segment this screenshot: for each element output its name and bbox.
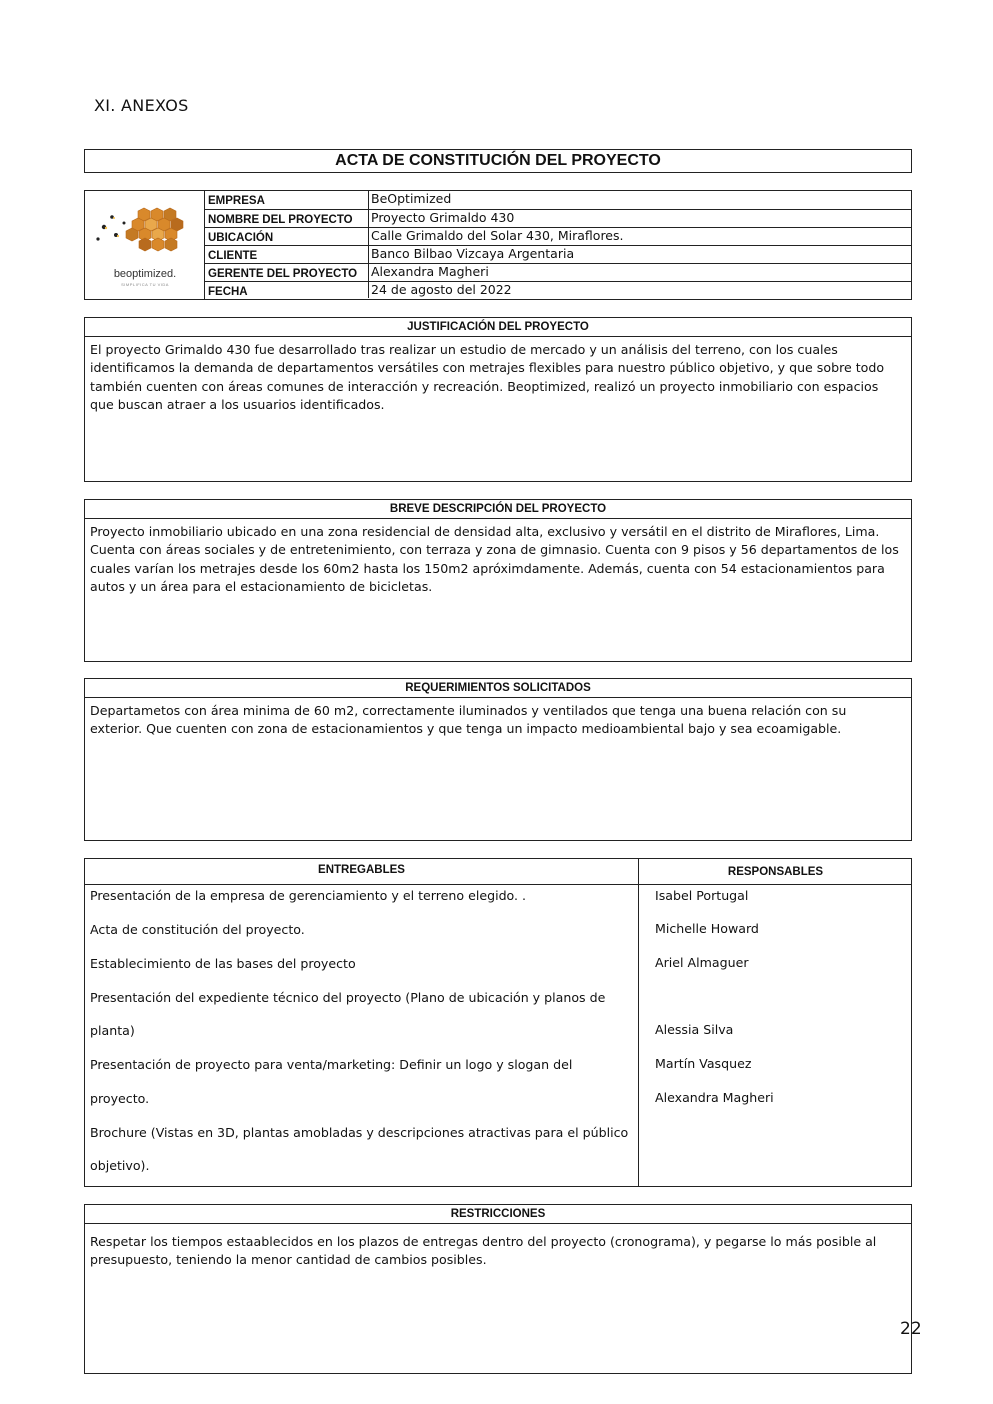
logo-cell (85, 191, 205, 299)
entregable-line: Presentación del expediente técnico del proyecto (Plano de ubicación y planos de (90, 990, 606, 1005)
column-divider (638, 859, 639, 1186)
justificacion-text: El proyecto Grimaldo 430 fue desarrollado tras realizar un estudio de mercado y un análisis del terreno, con los cuales identificamos la demanda de departamentos versátiles con metrajes flexibles para nuestro público objetivo, y que sobre todo también cuenten con áreas comunes de interacción y recreación. Beoptimized, realizó un proyecto inmobiliario con espacios que buscan atraer a los usuarios identificados. (90, 342, 885, 412)
info-label: CLIENTE (205, 246, 369, 263)
responsables-header: RESPONSABLES (727, 866, 824, 878)
entregable-line: objetivo). (90, 1158, 150, 1173)
justificacion-header: JUSTIFICACIÓN DEL PROYECTO (85, 318, 911, 337)
header-divider (85, 884, 911, 885)
info-value: Alexandra Magheri (371, 264, 489, 279)
info-row-empresa (205, 191, 911, 209)
info-row-nombre (205, 209, 911, 227)
info-row-cliente (205, 245, 911, 263)
entregables-header: ENTREGABLES (318, 864, 405, 876)
document-title: ACTA DE CONSTITUCIÓN DEL PROYECTO (84, 149, 912, 173)
honeycomb-logo-icon (86, 205, 204, 275)
info-value: 24 de agosto del 2022 (371, 282, 512, 297)
requerimientos-header: REQUERIMIENTOS SOLICITADOS (85, 679, 911, 698)
logo-tagline: SIMPLIFICA TU VIDA (121, 282, 169, 287)
responsable-name: Michelle Howard (655, 921, 759, 936)
justificacion-box (84, 317, 912, 482)
project-info-table (84, 190, 912, 300)
logo-brand-text: beoptimized. (113, 268, 177, 280)
info-row-ubicacion (205, 227, 911, 245)
requerimientos-text: Departametos con área minima de 60 m2, correctamente iluminados y ventilados que tenga una buena relación con su exterior. Que cuenten con zona de estacionamientos y que tenga un impacto medioambiental bajo y sea ecoamigable. (90, 703, 847, 737)
entregables-table (84, 858, 912, 1187)
requerimientos-box (84, 678, 912, 841)
responsable-name: Ariel Almaguer (655, 955, 749, 970)
info-value: Banco Bilbao Vizcaya Argentaria (371, 246, 575, 261)
entregable-line: Acta de constitución del proyecto. (90, 922, 305, 937)
responsable-name: Martín Vasquez (655, 1056, 752, 1071)
info-row-gerente (205, 263, 911, 281)
info-label: UBICACIÓN (205, 228, 369, 245)
restricciones-header: RESTRICCIONES (85, 1205, 911, 1224)
descripcion-box (84, 499, 912, 662)
entregable-line: Presentación de proyecto para venta/marketing: Definir un logo y slogan del (90, 1057, 573, 1072)
info-value: Calle Grimaldo del Solar 430, Miraflores. (371, 228, 624, 243)
info-row-fecha (205, 281, 911, 298)
responsable-name: Isabel Portugal (655, 888, 749, 903)
entregable-line: Presentación de la empresa de gerenciamiento y el terreno elegido. . (90, 888, 527, 903)
info-label: FECHA (205, 282, 369, 298)
info-label: EMPRESA (205, 191, 369, 209)
restricciones-text: Respetar los tiempos estaablecidos en los plazos de entregas dentro del proyecto (cronograma), y pegarse lo más posible al presupuesto, teniendo la menor cantidad de cambios posibles. (90, 1234, 877, 1268)
descripcion-text: Proyecto inmobiliario ubicado en una zona residencial de densidad alta, exclusivo y versátil en el distrito de Miraflores, Lima. Cuenta con áreas sociales y de entretenimiento, con terraza y zona de gimnasio. Cuenta con 9 pisos y 56 departamentos de los cuales varían los metrajes desde los 60m2 hasta los 150m2 apróximdamente. Además, cuenta con 54 estacionamientos para autos y un área para el estacionamiento de bicicletas. (90, 524, 899, 594)
info-value: Proyecto Grimaldo 430 (371, 210, 515, 225)
responsable-name: Alexandra Magheri (655, 1090, 774, 1105)
entregable-line: proyecto. (90, 1091, 150, 1106)
page-number: 22 (900, 1319, 922, 1339)
info-value: BeOptimized (371, 191, 452, 206)
entregable-line: Establecimiento de las bases del proyecto (90, 956, 356, 971)
section-heading: XI. ANEXOS (94, 96, 189, 115)
restricciones-box (84, 1204, 912, 1374)
info-label: NOMBRE DEL PROYECTO (205, 210, 369, 227)
responsable-name: Alessia Silva (655, 1022, 734, 1037)
info-label: GERENTE DEL PROYECTO (205, 264, 369, 281)
entregable-line: planta) (90, 1023, 135, 1038)
descripcion-header: BREVE DESCRIPCIÓN DEL PROYECTO (85, 500, 911, 519)
entregable-line: Brochure (Vistas en 3D, plantas amobladas y descripciones atractivas para el público (90, 1125, 629, 1140)
